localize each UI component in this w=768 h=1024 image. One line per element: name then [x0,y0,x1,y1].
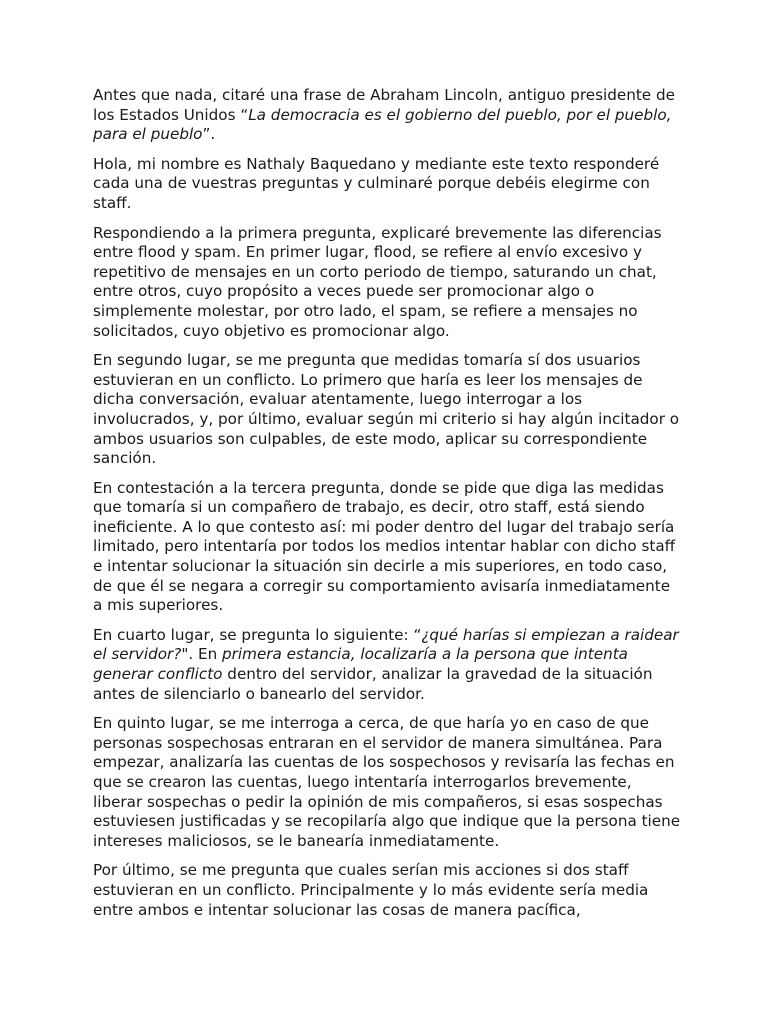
paragraph-5 [93,479,683,616]
paragraph-8 [93,861,683,920]
paragraph-2 [93,155,683,214]
paragraph-6 [93,626,683,704]
text-run: En quinto lugar, se me interroga a cerca, de que haría yo en caso de que personas sospechosas entraran en el servidor de manera simultánea. Para empezar, analizaría las cuentas de los sospechosos y revisaría las fechas en que se crearon las cuentas, luego intentaría interrogarlos brevemente, liberar sospechas o pedir la opinión de mis compañeros, si esas sospechas estuviesen justificadas y se recopilaría algo que indique que la persona tiene intereses maliciosos, se le banearía inmediatamente. [93,714,681,850]
text-run: En contestación a la tercera pregunta, donde se pide que diga las medidas que tomaría si un compañero de trabajo, es decir, otro staff, está siendo ineficiente. A lo que contesto así: mi poder dentro del lugar del trabajo sería limitado, pero intentaría por todos los medios intentar hablar con dicho staff e intentar solucionar la situación sin decirle a mis superiores, en todo caso, de que él se negara a corregir su comportamiento avisaría inmediatamente a mis superiores. [93,478,676,615]
text-run: En segundo lugar, se me pregunta que medidas tomaría sí dos usuarios estuvieran en un conflicto. Lo primero que haría es leer los mensajes de dicha conversación, evaluar atentamente, luego interrogar a los involucrados, y, por último, evaluar según mi criterio si hay algún incitador o ambos usuarios son culpables, de este modo, aplicar su correspondiente sanción. [93,351,680,468]
text-run: Respondiendo a la primera pregunta, explicaré brevemente las diferencias entre flood y spam. En primer lugar, flood, se refiere al envío excesivo y repetitivo de mensajes en un corto periodo de tiempo, saturando un chat, entre otros, cuyo propósito a veces puede ser promocionar algo o simplemente molestar, por otro lado, el spam, se refiere a mensajes no solicitados, cuyo objetivo es promocionar algo. [93,223,662,340]
text-run: dentro del servidor, analizar la gravedad de la situación antes de silenciarlo o banearlo del servidor. [93,665,653,703]
paragraph-4 [93,351,683,469]
paragraph-3 [93,224,683,342]
text-run: ”. [202,125,216,144]
document-body [93,86,683,930]
text-run: Antes que nada, citaré una frase de Abraham Lincoln, antiguo presidente de los Estados Unidos “ [93,86,675,124]
paragraph-7 [93,714,683,851]
text-run: Por último, se me pregunta que cuales serían mis acciones si dos staff estuvieran en un conflicto. Principalmente y lo más evidente sería media entre ambos e intentar solucionar las cosas de manera pacífica, [93,861,649,919]
text-run: Hola, mi nombre es Nathaly Baquedano y mediante este texto responderé cada una de vuestras preguntas y culminaré porque debéis elegirme con staff. [93,154,660,212]
italic-text-run: ¿qué harías si empiezan a raidear el servidor? [93,625,679,664]
text-run: En cuarto lugar, se pregunta lo siguiente: “ [93,625,422,644]
italic-text-run: primera estancia, localizaría a la persona que intenta generar conflicto [93,645,628,684]
text-run: ". En [181,645,223,664]
paragraph-1 [93,86,683,145]
italic-text-run: La democracia es el gobierno del pueblo, por el pueblo, para el pueblo [93,105,672,144]
